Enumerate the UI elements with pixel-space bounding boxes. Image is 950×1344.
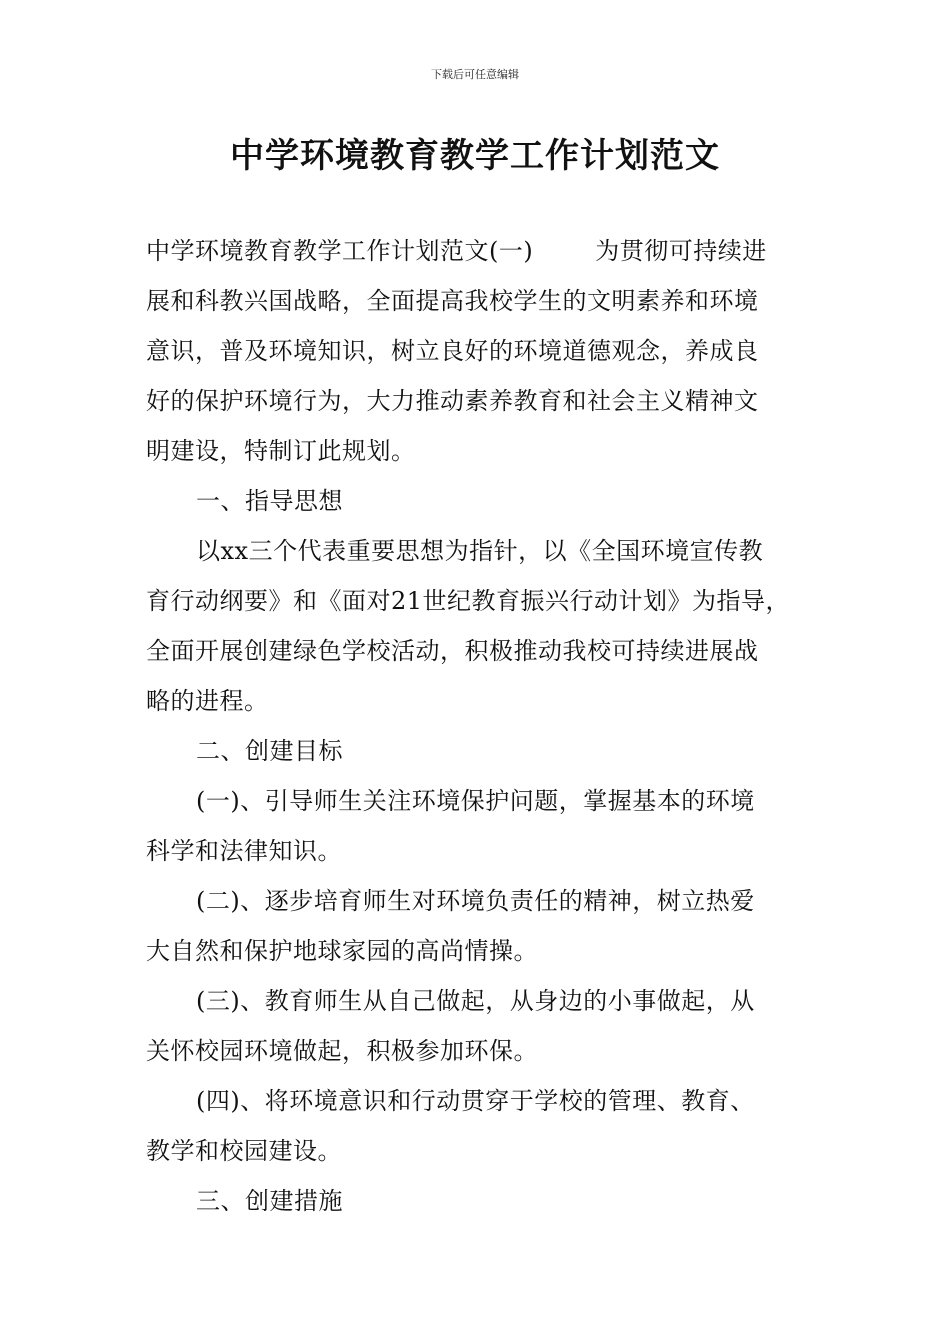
intro-line: 意识，普及环境知识，树立良好的环境道德观念，养成良 bbox=[146, 337, 759, 365]
section-heading-goals: 二、创建目标 bbox=[196, 737, 343, 765]
paragraph-line: 育行动纲要》和《面对21世纪教育振兴行动计划》为指导， bbox=[146, 587, 791, 615]
intro-line: 明建设，特制订此规划。 bbox=[146, 437, 416, 465]
intro-heading: 中学环境教育教学工作计划范文(一) bbox=[146, 237, 534, 265]
document-title: 中学环境教育教学工作计划范文 bbox=[230, 136, 720, 176]
intro-line: 展和科教兴国战略，全面提高我校学生的文明素养和环境 bbox=[146, 287, 759, 315]
intro-line: 好的保护环境行为，大力推动素养教育和社会主义精神文 bbox=[146, 387, 759, 415]
goal-item-line: 关怀校园环境做起，积极参加环保。 bbox=[146, 1037, 538, 1065]
goal-item-line: (一)、引导师生关注环境保护问题，掌握基本的环境 bbox=[196, 787, 755, 815]
paragraph-line: 以xx三个代表重要思想为指针，以《全国环境宣传教 bbox=[196, 537, 764, 565]
section-heading-guiding-ideology: 一、指导思想 bbox=[196, 487, 343, 515]
paragraph-line: 全面开展创建绿色学校活动，积极推动我校可持续进展战 bbox=[146, 637, 759, 665]
goal-item-line: 大自然和保护地球家园的高尚情操。 bbox=[146, 937, 538, 965]
goal-item-line: 科学和法律知识。 bbox=[146, 837, 342, 865]
intro-line: 为贯彻可持续进 bbox=[595, 237, 767, 265]
goal-item-line: (四)、将环境意识和行动贯穿于学校的管理、教育、 bbox=[196, 1087, 755, 1115]
goal-item-line: (三)、教育师生从自己做起，从身边的小事做起，从 bbox=[196, 987, 755, 1015]
goal-item-line: 教学和校园建设。 bbox=[146, 1137, 342, 1165]
header-note: 下载后可任意编辑 bbox=[431, 68, 519, 81]
paragraph-line: 略的进程。 bbox=[146, 687, 269, 715]
goal-item-line: (二)、逐步培育师生对环境负责任的精神，树立热爱 bbox=[196, 887, 755, 915]
section-heading-measures: 三、创建措施 bbox=[196, 1187, 343, 1215]
intro-first-line bbox=[146, 226, 811, 276]
document-body bbox=[146, 226, 811, 1226]
